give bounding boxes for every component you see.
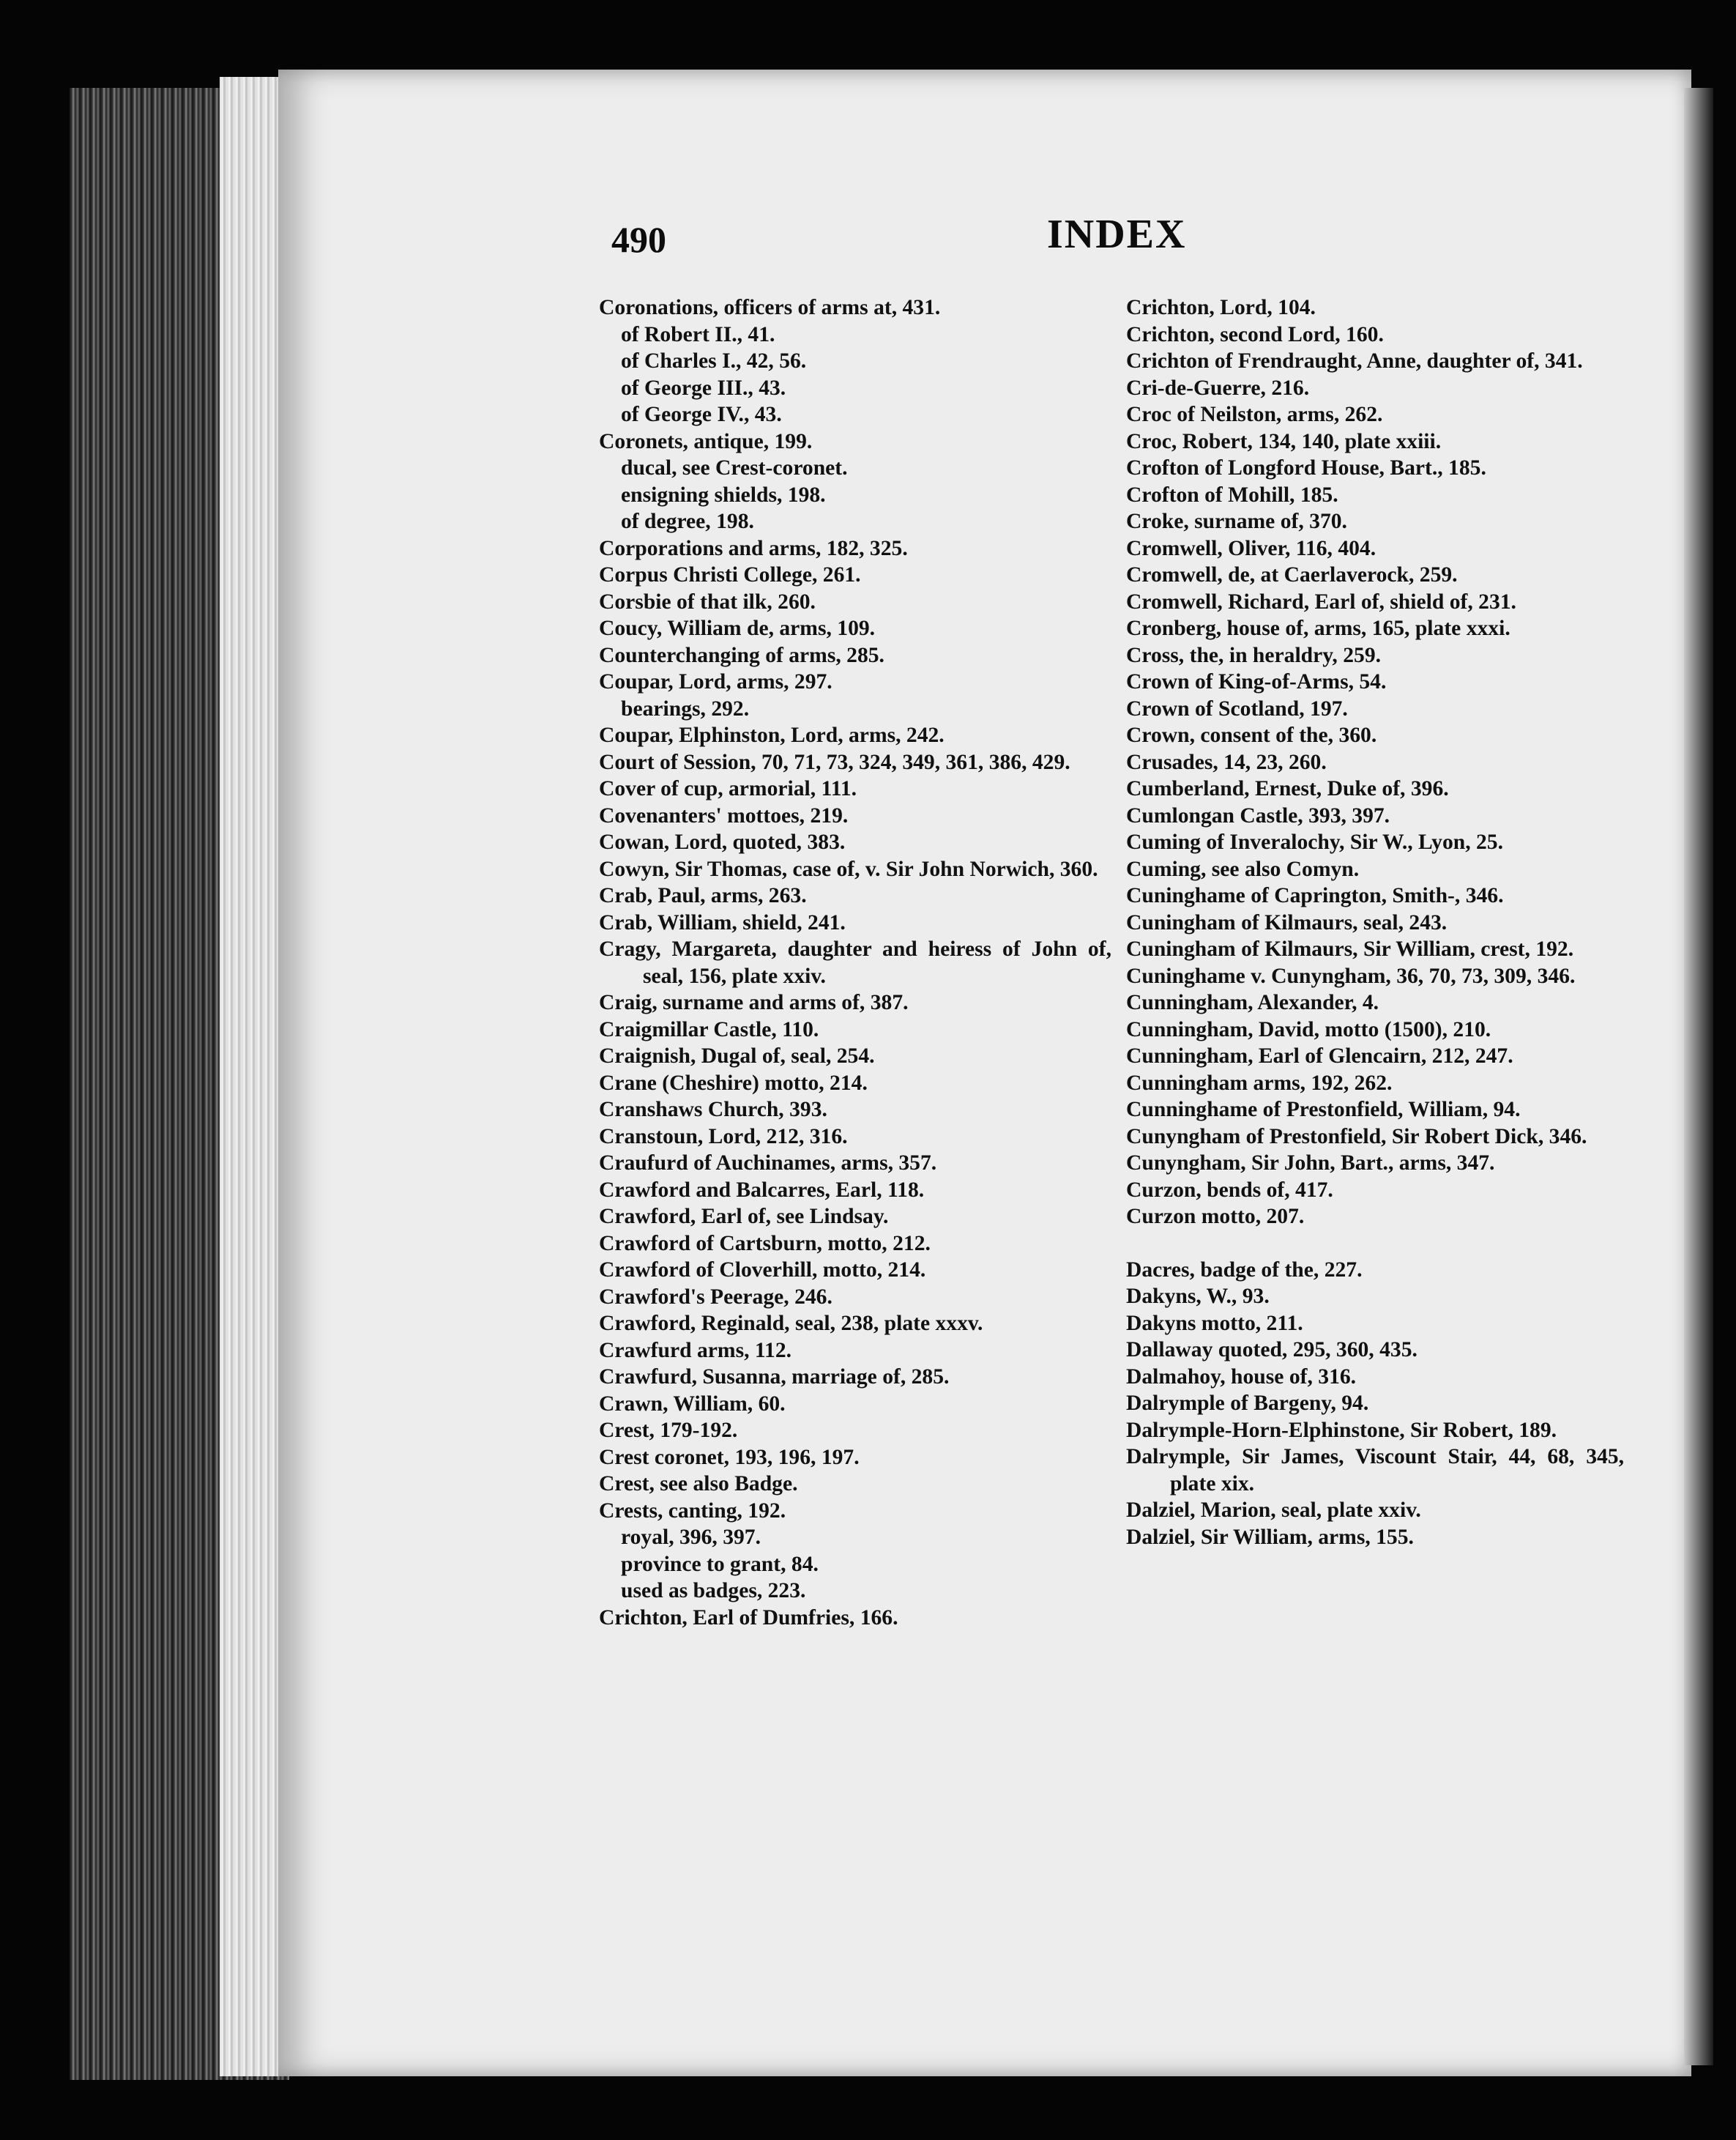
index-column-left [599, 294, 1111, 1631]
index-entry: Counterchanging of arms, 285. [599, 643, 884, 667]
index-entry: Crests, canting, 192. [599, 1498, 786, 1523]
index-entry: Cover of cup, armorial, 111. [599, 777, 857, 800]
index-entry: Dalziel, Sir William, arms, 155. [1126, 1525, 1414, 1549]
index-entry: Cuninghame v. Cunyngham, 36, 70, 73, 309, 346. [1126, 964, 1576, 988]
index-entry: Crusades, 14, 23, 260. [1126, 750, 1327, 774]
page-number: 490 [611, 219, 666, 260]
index-entry: Cromwell, Oliver, 116, 404. [1126, 536, 1376, 560]
index-entry: Coronets, antique, 199. [599, 429, 813, 453]
index-entry: of degree, 198. [621, 510, 754, 533]
index-entry: Curzon motto, 207. [1126, 1205, 1305, 1228]
index-entry: Crest coronet, 193, 196, 197. [599, 1445, 860, 1469]
index-entry: Cross, the, in heraldry, 259. [1126, 643, 1382, 667]
index-entry: Dalmahoy, house of, 316. [1126, 1364, 1357, 1389]
index-entry: Cri-de-Guerre, 216. [1126, 376, 1310, 400]
index-entry: Croc, Robert, 134, 140, plate xxiii. [1126, 429, 1442, 453]
index-entry: Cunningham, Earl of Glencairn, 212, 247. [1126, 1044, 1513, 1068]
index-entry: Cronberg, house of, arms, 165, plate xxxi. [1126, 617, 1510, 640]
index-column-right [1126, 294, 1624, 1550]
index-entry: Curzon, bends of, 417. [1126, 1178, 1333, 1202]
index-entry: Craufurd of Auchinames, arms, 357. [599, 1151, 937, 1175]
index-entry: Cuming, see also Comyn. [1126, 857, 1360, 881]
index-entry: Craigmillar Castle, 110. [599, 1017, 819, 1041]
index-entry: Croc of Neilston, arms, 262. [1126, 403, 1383, 426]
index-entry: Corporations and arms, 182, 325. [599, 536, 908, 560]
index-entry: Cuningham of Kilmaurs, seal, 243. [1126, 910, 1448, 935]
page-title: INDEX [1047, 212, 1187, 257]
index-entry: Crane (Cheshire) motto, 214. [599, 1071, 868, 1095]
index-entry: of Robert II., 41. [621, 322, 775, 346]
index-entry: Crichton, Lord, 104. [1126, 296, 1316, 319]
index-entry: Crab, William, shield, 241. [599, 910, 846, 935]
index-entry: Dakyns, W., 93. [1126, 1285, 1270, 1308]
index-entry: Dalrymple-Horn-Elphinstone, Sir Robert, 189. [1126, 1418, 1557, 1442]
index-entry: Crown of King-of-Arms, 54. [1126, 670, 1387, 694]
index-entry: Crab, Paul, arms, 263. [599, 884, 807, 907]
index-entry: Cragy, Margareta, daughter and heiress of John of, seal, 156, plate xxiv. [599, 937, 1111, 988]
index-entry: bearings, 292. [621, 696, 750, 721]
index-entry: Crawford and Balcarres, Earl, 118. [599, 1178, 925, 1202]
index-entry: Dacres, badge of the, 227. [1126, 1257, 1363, 1282]
index-entry: Crown, consent of the, 360. [1126, 724, 1377, 747]
index-entry: Cunninghame of Prestonfield, William, 94. [1126, 1098, 1521, 1121]
index-entry: Coucy, William de, arms, 109. [599, 617, 876, 640]
index-entry: of George III., 43. [621, 376, 786, 400]
index-entry: Crawford, Reginald, seal, 238, plate xxxv. [599, 1312, 983, 1335]
index-entry: Coupar, Lord, arms, 297. [599, 670, 832, 694]
index-entry: Cunyngham, Sir John, Bart., arms, 347. [1126, 1151, 1495, 1175]
index-entry: Crofton of Longford House, Bart., 185. [1126, 456, 1486, 480]
index-entry: of Charles I., 42, 56. [621, 349, 807, 373]
index-entry: Cumlongan Castle, 393, 397. [1126, 803, 1390, 828]
index-entry: Dalrymple, Sir James, Viscount Stair, 44, 68, 345, plate xix. [1126, 1445, 1624, 1496]
index-entry: Coupar, Elphinston, Lord, arms, 242. [599, 724, 945, 747]
index-entry: Craignish, Dugal of, seal, 254. [599, 1044, 875, 1068]
index-entry: Cunningham arms, 192, 262. [1126, 1071, 1393, 1095]
index-entry: Crown of Scotland, 197. [1126, 696, 1348, 721]
index-entry: Crest, see also Badge. [599, 1472, 798, 1496]
index-entry: Crichton, Earl of Dumfries, 166. [599, 1605, 898, 1630]
index-entry: ensigning shields, 198. [621, 483, 826, 507]
index-entry: Crawford's Peerage, 246. [599, 1285, 832, 1309]
index-entry: Crest, 179-192. [599, 1419, 738, 1442]
index-entry: Cunningham, Alexander, 4. [1126, 991, 1379, 1014]
index-entry: Corpus Christi College, 261. [599, 563, 861, 587]
page-shadow-edge [1684, 88, 1713, 2065]
index-entry: Crichton, second Lord, 160. [1126, 322, 1384, 346]
index-entry: Cuming of Inveralochy, Sir W., Lyon, 25. [1126, 831, 1503, 854]
index-entry: Crawford, Earl of, see Lindsay. [599, 1205, 889, 1228]
index-entry: Cunyngham of Prestonfield, Sir Robert Dick, 346. [1126, 1124, 1587, 1148]
index-entry: Cowan, Lord, quoted, 383. [599, 831, 846, 854]
index-entry: Cowyn, Sir Thomas, case of, v. Sir John Norwich, 360. [599, 857, 1098, 881]
index-entry: Dallaway quoted, 295, 360, 435. [1126, 1338, 1418, 1361]
index-entry: Dakyns motto, 211. [1126, 1311, 1303, 1335]
index-entry: province to grant, 84. [621, 1552, 819, 1576]
index-entry: Crichton of Frendraught, Anne, daughter of, 341. [1126, 349, 1583, 373]
index-entry: Cranstoun, Lord, 212, 316. [599, 1124, 848, 1148]
index-entry: Crawford of Cloverhill, motto, 214. [599, 1258, 926, 1282]
index-entry: Cunningham, David, motto (1500), 210. [1126, 1017, 1491, 1041]
index-entry: Court of Session, 70, 71, 73, 324, 349, 361, 386, 429. [599, 750, 1070, 774]
index-entry: Cuninghame of Caprington, Smith-, 346. [1126, 884, 1504, 907]
index-entry: Coronations, officers of arms at, 431. [599, 296, 941, 319]
index-entry: of George IV., 43. [621, 403, 782, 426]
index-entry: Crawford of Cartsburn, motto, 212. [599, 1231, 931, 1255]
index-entry: Croke, surname of, 370. [1126, 510, 1347, 533]
index-entry: Covenanters' mottoes, 219. [599, 803, 849, 828]
index-entry: Crawfurd arms, 112. [599, 1338, 792, 1362]
index-entry: Cromwell, Richard, Earl of, shield of, 231. [1126, 590, 1516, 614]
index-entry: Cromwell, de, at Caerlaverock, 259. [1126, 563, 1458, 587]
index-entry: Corsbie of that ilk, 260. [599, 590, 816, 614]
index-entry: Crawn, William, 60. [599, 1392, 786, 1416]
index-entry: Crawfurd, Susanna, marriage of, 285. [599, 1365, 950, 1389]
index-entry: Dalrymple of Bargeny, 94. [1126, 1392, 1369, 1415]
index-entry: ducal, see Crest-coronet. [621, 456, 848, 480]
index-entry: Cranshaws Church, 393. [599, 1098, 827, 1121]
index-entry: Craig, surname and arms of, 387. [599, 991, 909, 1014]
index-entry: royal, 396, 397. [621, 1526, 761, 1549]
index-entry: Cuningham of Kilmaurs, Sir William, crest, 192. [1126, 937, 1574, 961]
index-entry: used as badges, 223. [621, 1579, 806, 1602]
index-entry: Dalziel, Marion, seal, plate xxiv. [1126, 1498, 1421, 1522]
index-entry: Crofton of Mohill, 185. [1126, 483, 1338, 507]
index-entry: Cumberland, Ernest, Duke of, 396. [1126, 777, 1449, 800]
